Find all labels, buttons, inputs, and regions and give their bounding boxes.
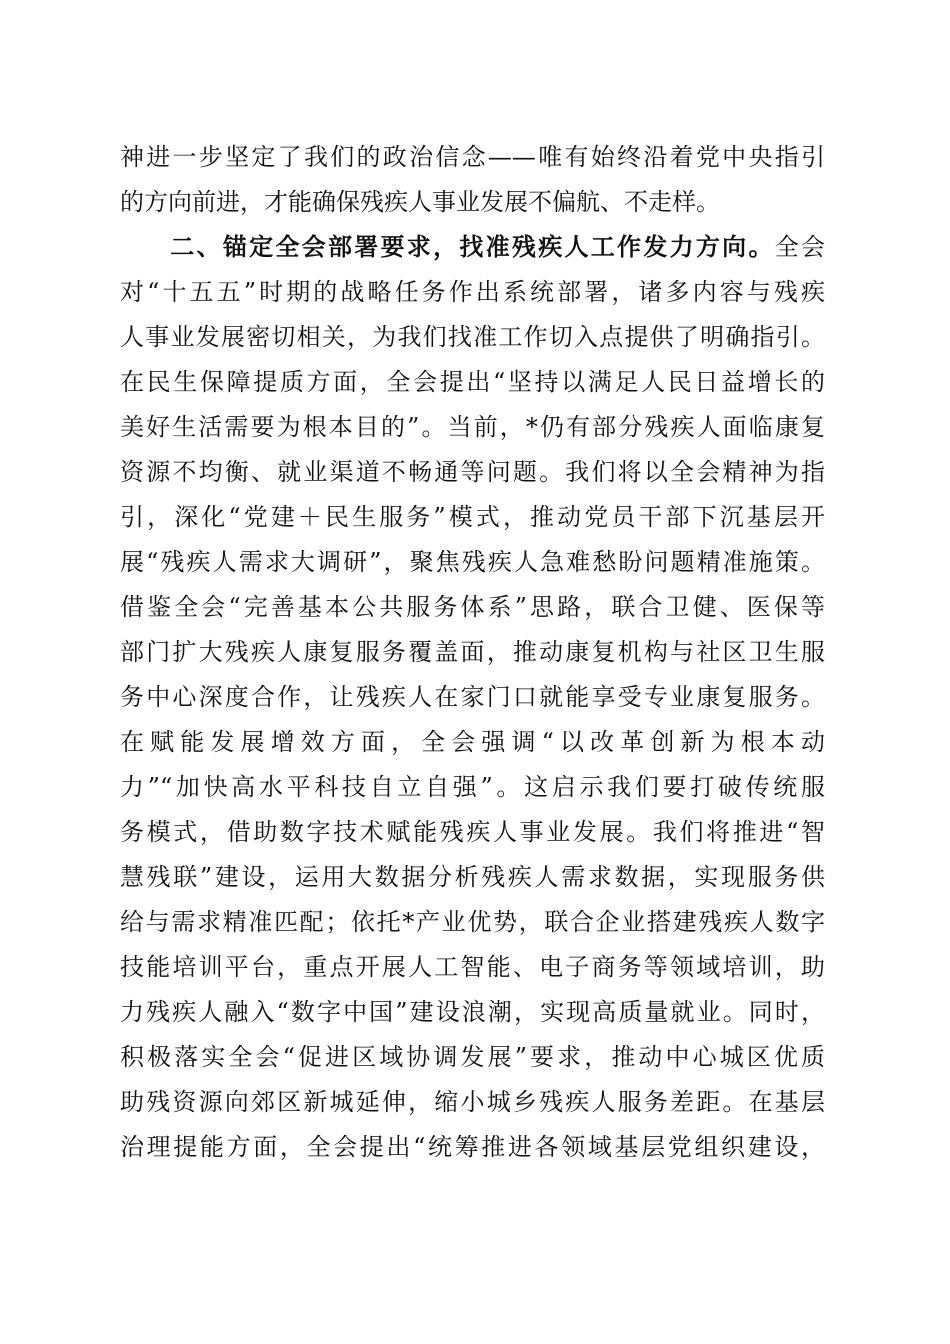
- text-line: 给与需求精准匹配；依托*产业优势，联合企业搭建残疾人数字: [120, 908, 825, 936]
- text-line: 部门扩大残疾人康复服务覆盖面，推动康复机构与社区卫生服: [120, 638, 825, 666]
- text-line: 技能培训平台，重点开展人工智能、电子商务等领域培训，助: [120, 953, 825, 981]
- text-line: 力”“加快高水平科技自立自强”。这启示我们要打破传统服: [120, 773, 825, 801]
- text-line: 治理提能方面，全会提出“统筹推进各领域基层党组织建设，: [120, 1133, 825, 1161]
- text-line: 务中心深度合作，让残疾人在家门口就能享受专业康复服务。: [120, 683, 825, 711]
- text-line: 在赋能发展增效方面，全会强调“以改革创新为根本动: [120, 728, 825, 756]
- section-heading-line: [120, 225, 825, 270]
- text-line: 在民生保障提质方面，全会提出“坚持以满足人民日益增长的: [120, 368, 825, 396]
- text-line: 力残疾人融入“数字中国”建设浪潮，实现高质量就业。同时，: [120, 998, 825, 1026]
- text-line: 引，深化“党建＋民生服务”模式，推动党员干部下沉基层开: [120, 503, 825, 531]
- text-line: 对“十五五”时期的战略任务作出系统部署，诸多内容与残疾: [120, 278, 825, 306]
- section-lead-text: 全会: [774, 233, 825, 261]
- text-line: 助残资源向郊区新城延伸，缩小城乡残疾人服务差距。在基层: [120, 1088, 825, 1116]
- text-line: 展“残疾人需求大调研”，聚焦残疾人急难愁盼问题精准施策。: [120, 548, 825, 576]
- text-line: 借鉴全会“完善基本公共服务体系”思路，联合卫健、医保等: [120, 593, 825, 621]
- text-line: 务模式，借助数字技术赋能残疾人事业发展。我们将推进“智: [120, 818, 825, 846]
- text-line: 慧残联”建设，运用大数据分析残疾人需求数据，实现服务供: [120, 863, 825, 891]
- text-line: 的方向前进，才能确保残疾人事业发展不偏航、不走样。: [120, 188, 720, 216]
- text-line: 神进一步坚定了我们的政治信念——唯有始终沿着党中央指引: [120, 143, 825, 171]
- text-line: 美好生活需要为根本目的”。当前，*仍有部分残疾人面临康复: [120, 413, 825, 441]
- text-line: 人事业发展密切相关，为我们找准工作切入点提供了明确指引。: [120, 323, 825, 351]
- body-text: [120, 135, 825, 1170]
- text-line: 积极落实全会“促进区域协调发展”要求，推动中心城区优质: [120, 1043, 825, 1071]
- section-heading: 二、锚定全会部署要求，找准残疾人工作发力方向。: [168, 233, 775, 261]
- text-line: 资源不均衡、就业渠道不畅通等问题。我们将以全会精神为指: [120, 458, 825, 486]
